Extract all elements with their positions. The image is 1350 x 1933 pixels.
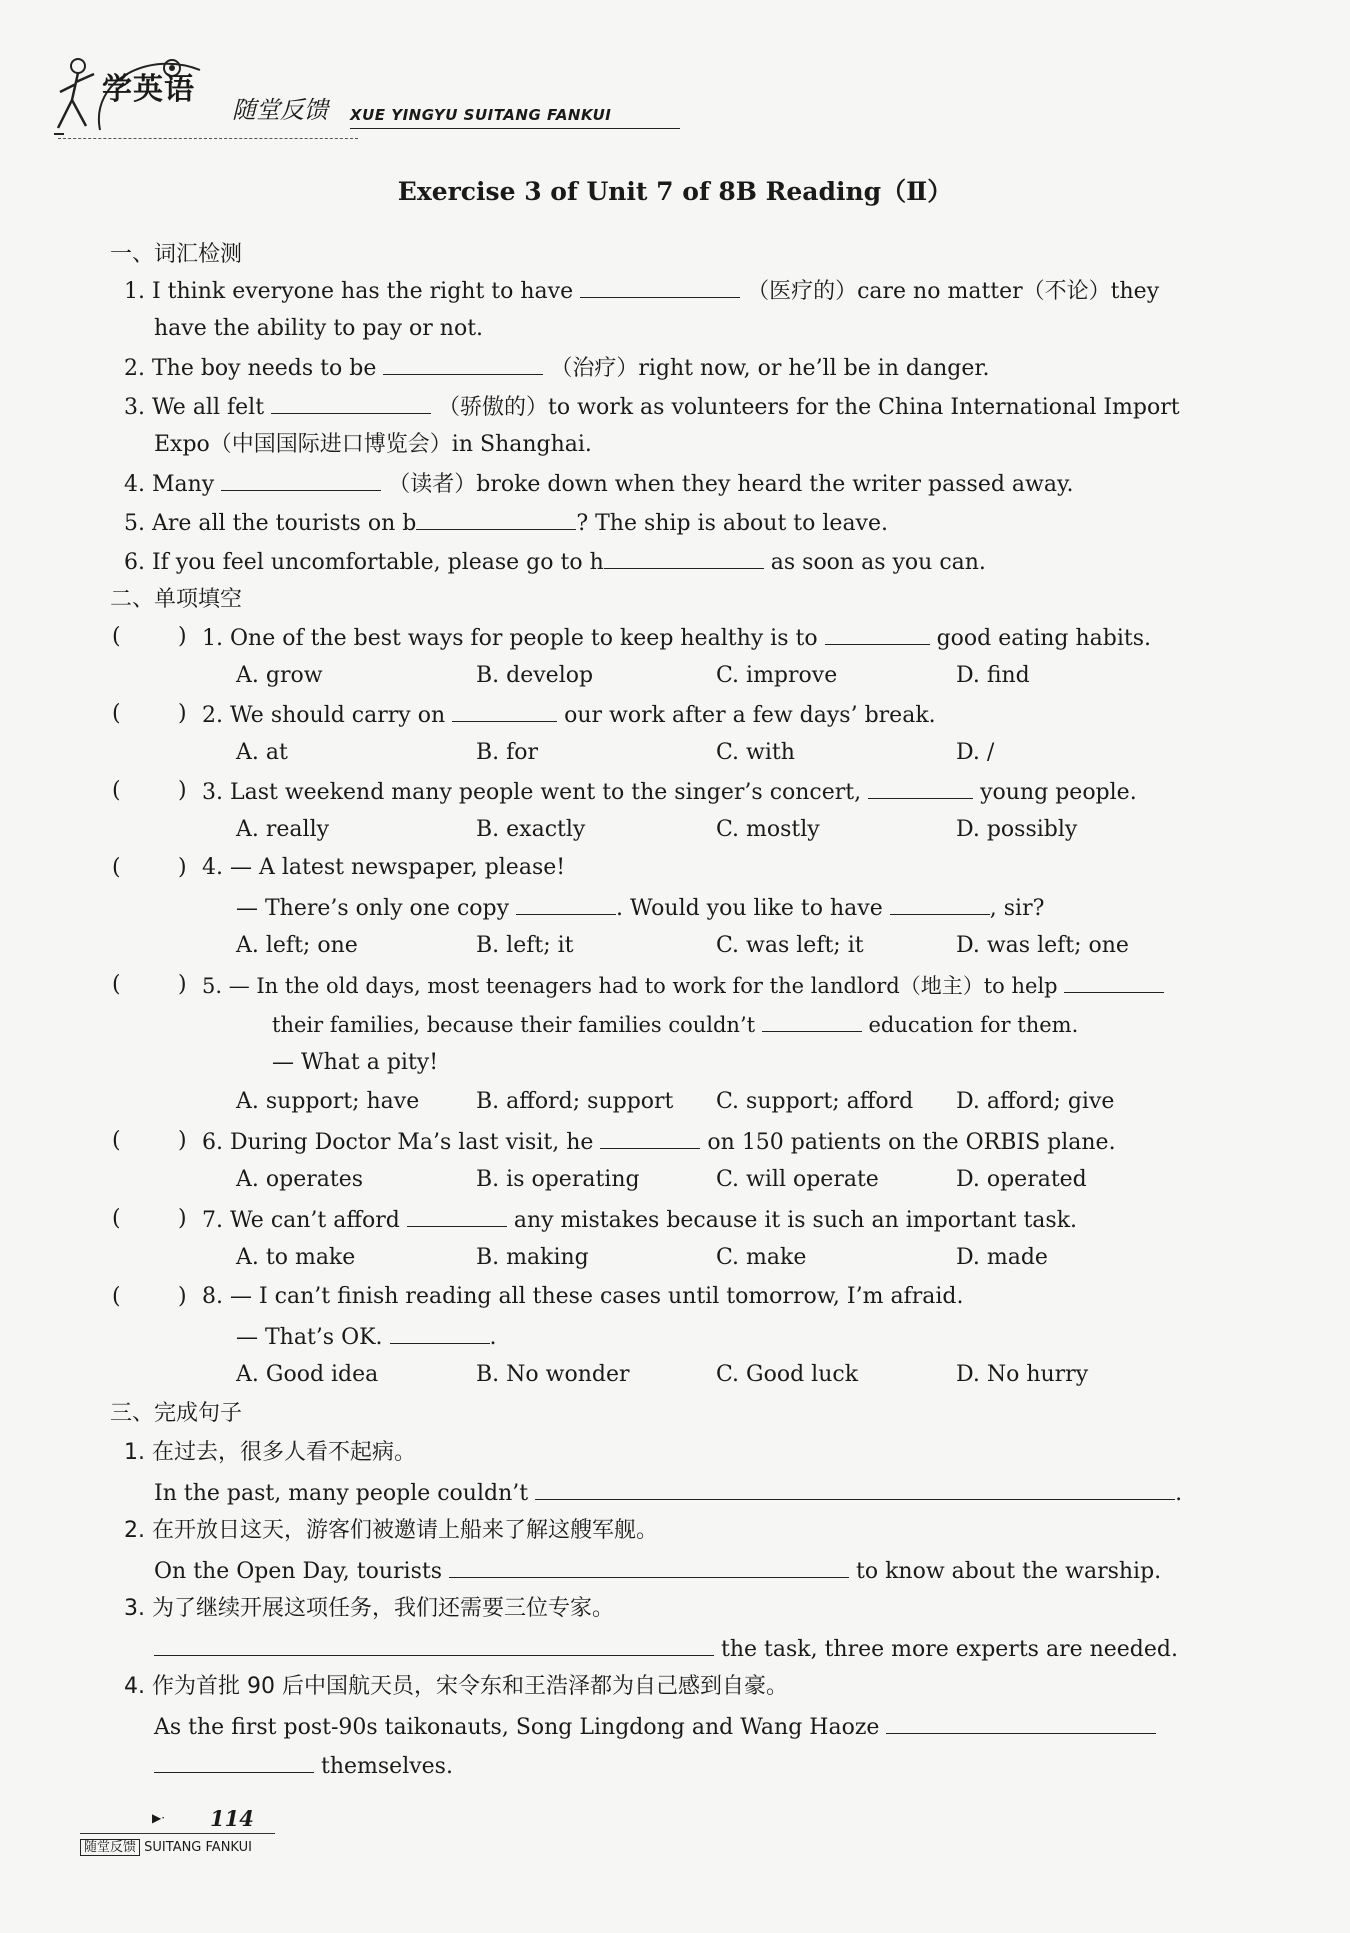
answer-paren-close: ) [178,1206,187,1231]
q6-stem: 6. During Doctor Ma’s last visit, he on 150 patients on the ORBIS plane. [202,1126,1116,1158]
footer-logo-en: SUITANG FANKUI [144,1840,252,1855]
s3-blank4b[interactable] [154,1750,314,1773]
q4-blank2[interactable] [890,892,990,915]
header-rule [350,128,680,129]
header [50,50,650,150]
q7-stem: 7. We can’t afford any mistakes because it is such an important task. [202,1204,1077,1236]
q2-option-a[interactable]: A. at [236,740,288,765]
s1-item3-cont: Expo（中国国际进口博览会）in Shanghai. [154,432,592,457]
page-number: 114 [210,1806,254,1831]
s1-item2: 2. The boy needs to be （治疗）right now, or he’ll be in danger. [124,352,989,384]
s1-item5: 5. Are all the tourists on b ? The ship is about to leave. [124,507,888,539]
q4-option-a[interactable]: A. left; one [236,933,358,958]
s1-blank2[interactable] [383,352,543,375]
q2-option-b[interactable]: B. for [476,740,539,765]
s1-item1-cont: have the ability to pay or not. [154,316,484,341]
s3-blank1[interactable] [535,1477,1175,1500]
s3-item2-chinese: 2. 在开放日这天，游客们被邀请上船来了解这艘军舰。 [124,1518,658,1543]
answer-paren-open: ( [112,624,121,649]
section2-heading: 二、单项填空 [110,587,243,612]
s1-blank3[interactable] [271,391,431,414]
answer-paren-close: ) [178,701,187,726]
footer-arrow-icon: ▶· [152,1811,166,1825]
q5-blank1[interactable] [1064,970,1164,993]
answer-paren-close: ) [178,778,187,803]
q4-line1: 4. — A latest newspaper, please! [202,855,566,880]
q5-option-d[interactable]: D. afford; give [956,1089,1115,1114]
s1-blank4[interactable] [221,468,381,491]
q1-option-a[interactable]: A. grow [236,663,323,688]
q8-option-b[interactable]: B. No wonder [476,1362,630,1387]
q6-option-a[interactable]: A. operates [236,1167,364,1192]
q2-stem: 2. We should carry on our work after a few days’ break. [202,699,936,731]
q4-option-d[interactable]: D. was left; one [956,933,1129,958]
q5-line1: 5. — In the old days, most teenagers had to work for the landlord（地主）to help [202,970,1164,1001]
s1-item1: 1. I think everyone has the right to have （医疗的）care no matter（不论）they [124,275,1159,307]
s3-item1-english: In the past, many people couldn’t . [154,1477,1182,1509]
s1-item6: 6. If you feel uncomfortable, please go to h as soon as you can. [124,546,986,578]
q8-line1: 8. — I can’t finish reading all these cases until tomorrow, I’m afraid. [202,1284,964,1309]
q1-blank[interactable] [825,622,930,645]
answer-paren-open: ( [112,972,121,997]
q5-line2: their families, because their families couldn’t education for them. [272,1009,1078,1040]
header-dash-rule [58,138,358,139]
q8-option-c[interactable]: C. Good luck [716,1362,859,1387]
answer-paren-close: ) [178,972,187,997]
answer-paren-close: ) [178,855,187,880]
s1-item3: 3. We all felt （骄傲的）to work as volunteers for the China International Import [124,391,1180,423]
answer-paren-open: ( [112,855,121,880]
q4-option-c[interactable]: C. was left; it [716,933,864,958]
s3-blank2[interactable] [449,1555,849,1578]
q3-option-d[interactable]: D. possibly [956,817,1078,842]
logo-handwritten: 随堂反馈 [232,96,328,124]
q8-blank[interactable] [390,1321,490,1344]
q8-option-d[interactable]: D. No hurry [956,1362,1089,1387]
s3-blank4a[interactable] [886,1711,1156,1734]
q6-blank[interactable] [600,1126,700,1149]
q7-blank[interactable] [407,1204,507,1227]
logo-pinyin: XUE YINGYU SUITANG FANKUI [350,106,612,124]
q1-option-d[interactable]: D. find [956,663,1030,688]
answer-paren-open: ( [112,701,121,726]
q7-option-a[interactable]: A. to make [236,1245,356,1270]
q3-stem: 3. Last weekend many people went to the singer’s concert, young people. [202,776,1137,808]
q3-option-b[interactable]: B. exactly [476,817,586,842]
answer-paren-open: ( [112,1206,121,1231]
section1-heading: 一、词汇检测 [110,242,243,267]
s1-item4: 4. Many （读者）broke down when they heard the writer passed away. [124,468,1074,500]
q1-option-c[interactable]: C. improve [716,663,838,688]
answer-paren-close: ) [178,624,187,649]
q5-blank2[interactable] [762,1009,862,1032]
s3-item4-english: As the first post-90s taikonauts, Song Lingdong and Wang Haoze [154,1711,1156,1743]
answer-paren-close: ) [178,1128,187,1153]
footer-logo-cn: 随堂反馈 [80,1839,140,1856]
s1-blank5[interactable] [416,507,576,530]
q1-option-b[interactable]: B. develop [476,663,594,688]
q5-option-b[interactable]: B. afford; support [476,1089,674,1114]
s3-item3-english: the task, three more experts are needed. [154,1633,1178,1665]
logo-text: 学英语 [102,72,195,107]
q1-stem: 1. One of the best ways for people to keep healthy is to good eating habits. [202,622,1151,654]
q4-line2: — There’s only one copy . Would you like to have , sir? [236,892,1044,924]
q4-option-b[interactable]: B. left; it [476,933,574,958]
q3-option-c[interactable]: C. mostly [716,817,820,842]
q8-option-a[interactable]: A. Good idea [236,1362,379,1387]
s3-item4-chinese: 4. 作为首批 90 后中国航天员，宋令东和王浩泽都为自己感到自豪。 [124,1674,788,1699]
q2-blank[interactable] [452,699,557,722]
s1-blank1[interactable] [580,275,740,298]
q3-option-a[interactable]: A. really [236,817,330,842]
q5-line3: — What a pity! [272,1050,439,1075]
q5-option-c[interactable]: C. support; afford [716,1089,914,1114]
s3-item2-english: On the Open Day, tourists to know about the warship. [154,1555,1161,1587]
q5-option-a[interactable]: A. support; have [236,1089,420,1114]
s3-item1-chinese: 1. 在过去，很多人看不起病。 [124,1440,416,1465]
q7-option-d[interactable]: D. made [956,1245,1048,1270]
q8-line2: — That’s OK. . [236,1321,497,1353]
q6-option-d[interactable]: D. operated [956,1167,1087,1192]
s3-item3-chinese: 3. 为了继续开展这项任务，我们还需要三位专家。 [124,1596,614,1621]
answer-paren-open: ( [112,778,121,803]
q6-option-b[interactable]: B. is operating [476,1167,640,1192]
q7-option-c[interactable]: C. make [716,1245,807,1270]
q3-blank[interactable] [868,776,973,799]
answer-paren-close: ) [178,1284,187,1309]
page-title: Exercise 3 of Unit 7 of 8B Reading（Ⅱ） [397,177,953,206]
s3-item4-english-cont: themselves. [154,1750,453,1782]
answer-paren-open: ( [112,1284,121,1309]
footer-rule [80,1833,275,1834]
answer-paren-open: ( [112,1128,121,1153]
q4-blank1[interactable] [516,892,616,915]
s3-blank3[interactable] [154,1633,714,1656]
q6-option-c[interactable]: C. will operate [716,1167,879,1192]
footer-logo [80,1836,252,1855]
s1-blank6[interactable] [604,546,764,569]
q2-option-d[interactable]: D. / [956,740,995,765]
q2-option-c[interactable]: C. with [716,740,795,765]
q7-option-b[interactable]: B. making [476,1245,589,1270]
section3-heading: 三、完成句子 [110,1401,243,1426]
